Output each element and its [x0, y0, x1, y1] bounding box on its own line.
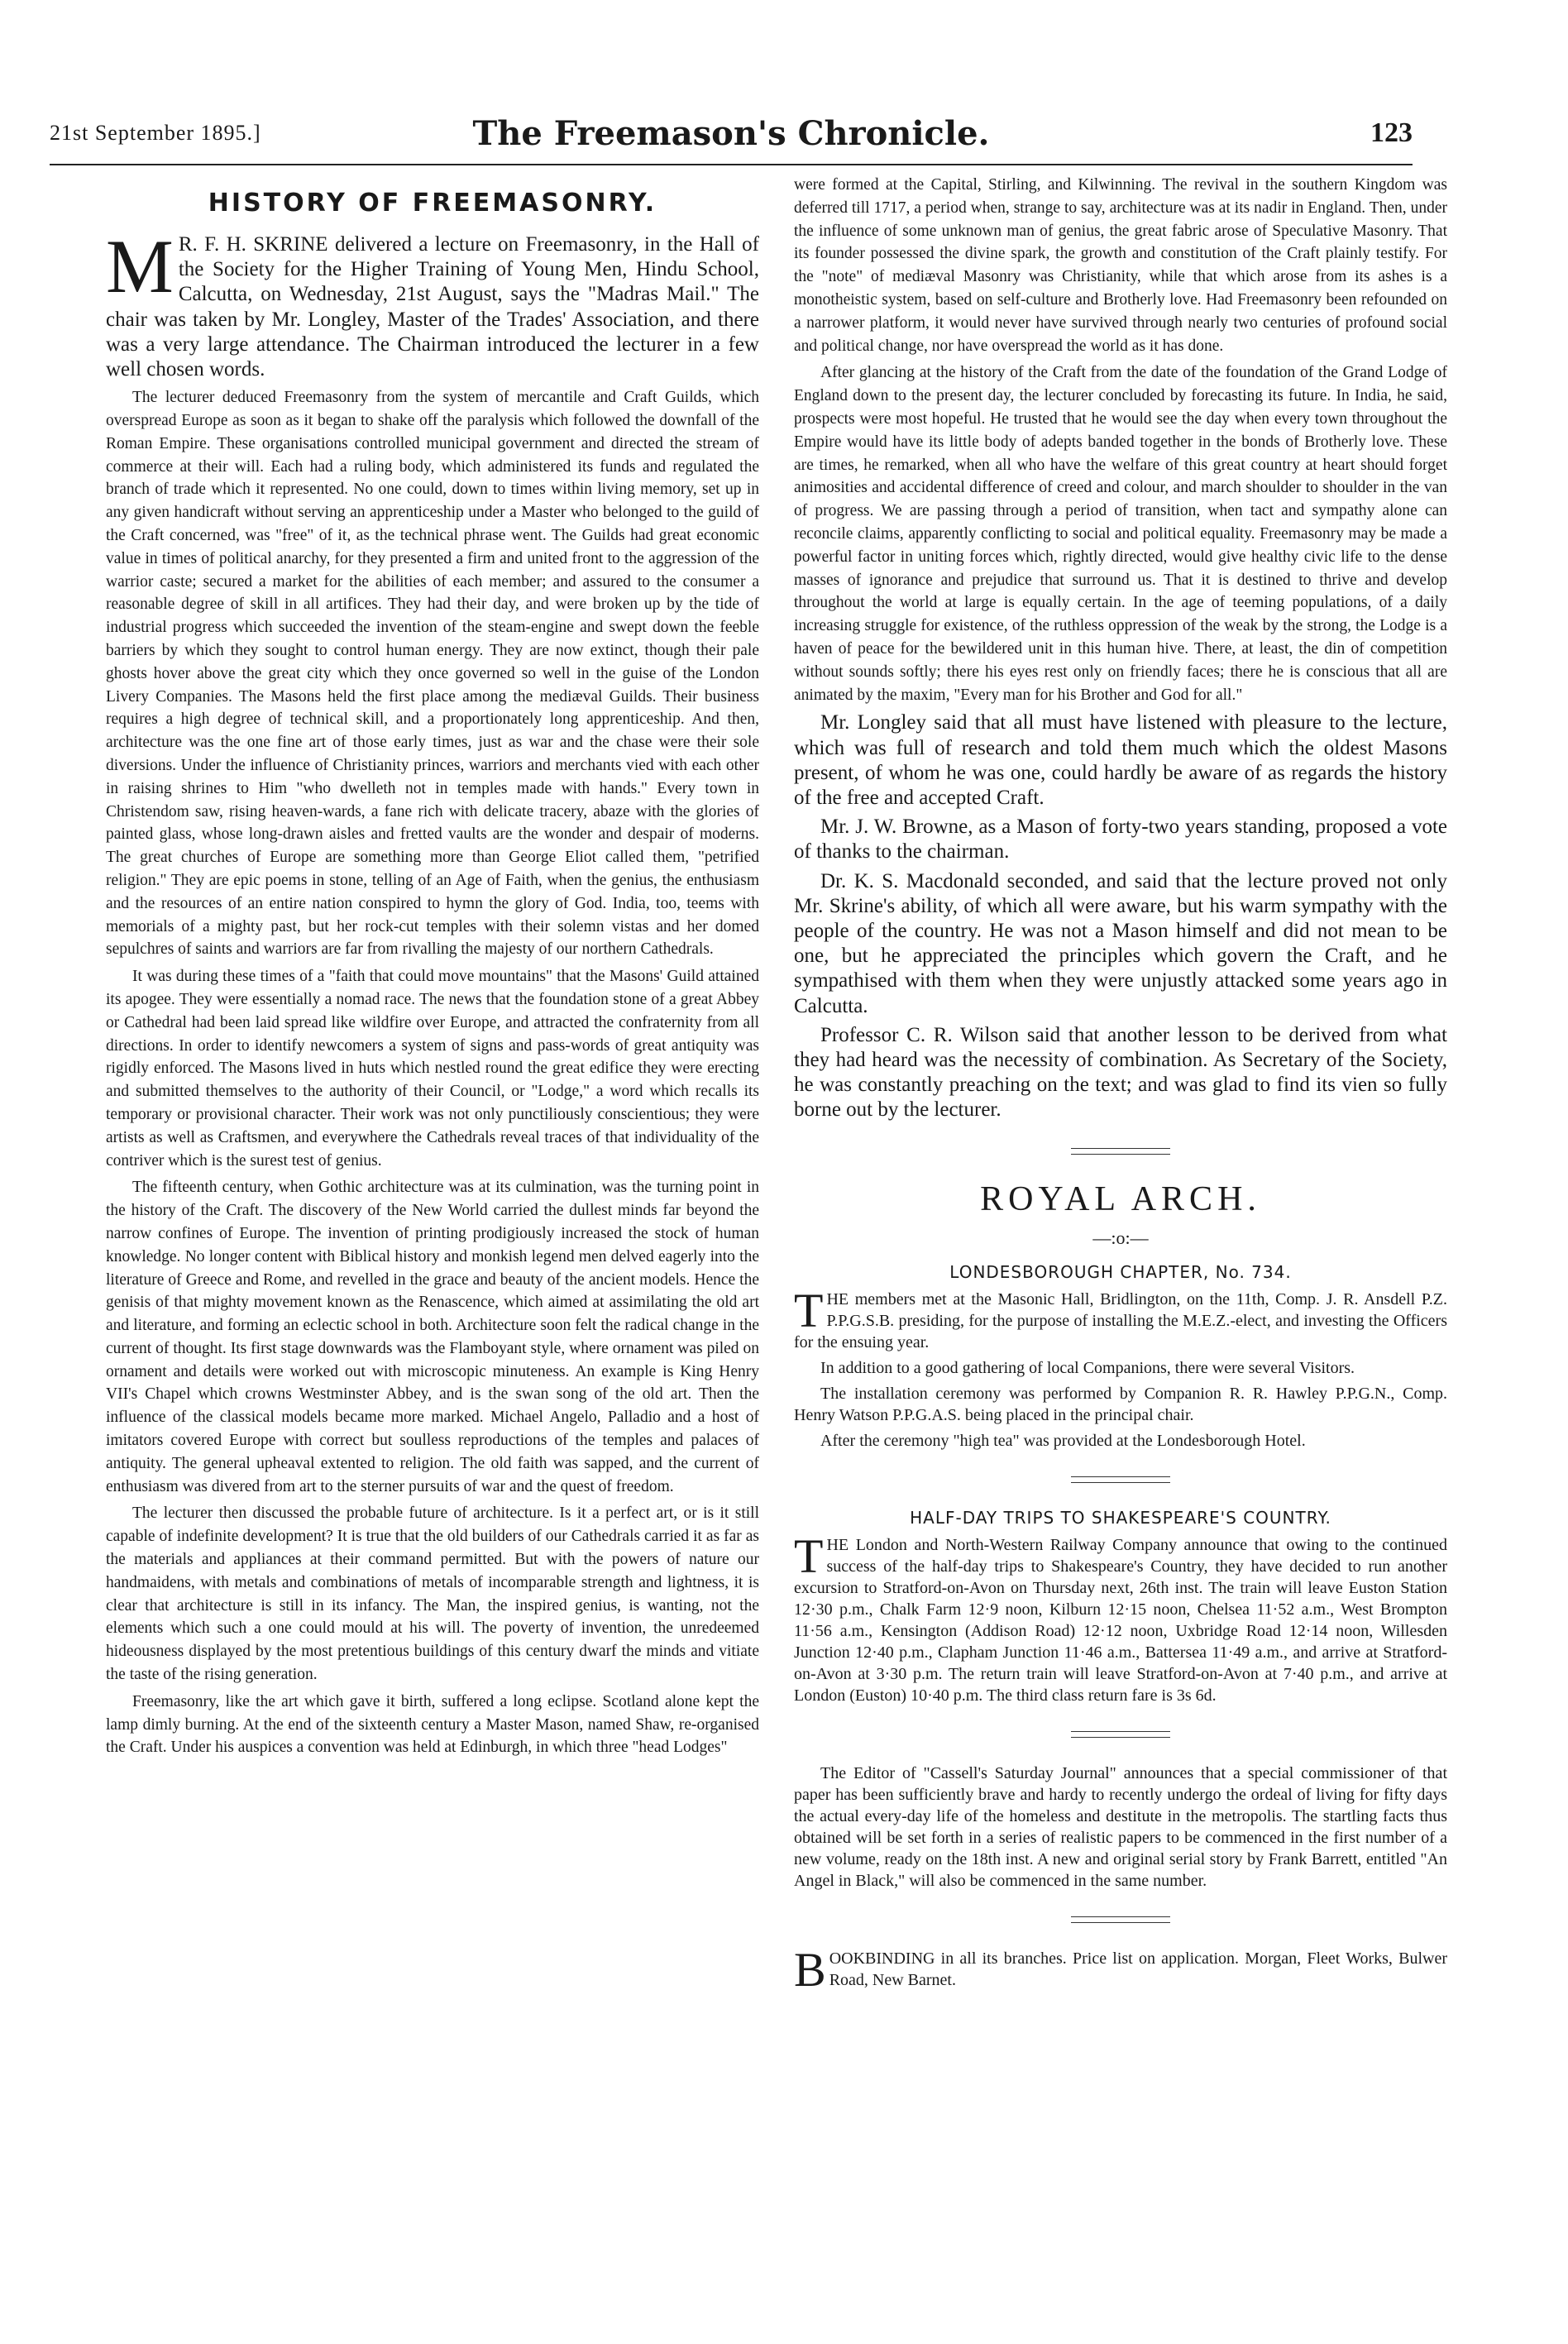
history-lead-paragraph: [106, 224, 759, 382]
chapter-paragraph-2: In addition to a good gathering of local Companions, there were several Visitors.: [820, 1358, 1355, 1377]
section-divider: [1071, 1731, 1170, 1738]
left-column: [106, 174, 759, 1763]
history-paragraph-4: The lecturer then discussed the probable future of architecture. Is it a perfect art, or is it still capable of indefinite development? It is true that the old builders of our Cathedrals carried it as far as the materials and appliances at their command permitted. But with the powers of nature our handmaidens, with metals and combinations of metals of incomparable strength and lightness, it is clear that architecture is still in its infancy. The Man, the inspired genius, is wanting, not the elements which such a one could mould at his will. The poverty of invention, the unredeemed hideousness displayed by the most pretentious buildings of this century dwarf the minds and vitiate the taste of the rising generation.: [106, 1504, 759, 1684]
drop-cap: T: [794, 1283, 824, 1337]
bookbinding-advert: [794, 1942, 1447, 1997]
drop-cap: M: [106, 224, 174, 309]
longley-remarks: Mr. Longley said that all must have listened with pleasure to the lecture, which was full of research and told them much which the oldest Masons present, of whom he was one, could hardly be aware of as regards the history of the free and accepted Craft.: [794, 711, 1447, 809]
chapter-paragraph-3: The installation ceremony was performed by Companion R. R. Hawley P.P.G.N., Comp. Henry Watson P.P.G.A.S. being placed in the principal chair.: [794, 1384, 1447, 1424]
history-paragraph-5: Freemasonry, like the art which gave it birth, suffered a long eclipse. Scotland alone kept the lamp dimly burning. At the end of the sixteenth century a Master Mason, named Shaw, re-organised the Craft. Under his auspices a convention was held at Edinburgh, in which three "head Lodges": [106, 1692, 759, 1757]
history-continued-1: were formed at the Capital, Stirling, and Kilwinning. The revival in the southern Kingdom was deferred till 1717, a period when, strange to say, architecture was at its nadir in England. Then, under the influence of some unknown man of genius, the great fabric arose of Speculative Masonry. That its founder possessed the divine spark, the growth and constitution of the Craft plainly testify. For the "note" of mediæval Masonry was Christianity, while that which arose from its ashes is a monotheistic system, based on self-culture and Brotherly love. Had Freemasonry been refounded on a narrower platform, it would never have survived through nearly two centuries of profound social and political change, nor have overspread the world as it has done.: [794, 176, 1447, 355]
history-lead-text: R. F. H. SKRINE delivered a lecture on Freemasonry, in the Hall of the Society for the Higher Training of Young Men, Hindu School, Calcutta, on Wednesday, 21st August, says the "Madras Mail." The chair was taken by Mr. Longley, Master of the Trades' Association, and there was a very large attendance. The Chairman introduced the lecturer in a few well chosen words.: [106, 233, 759, 381]
chapter-paragraph-4: After the ceremony "high tea" was provided at the Londesborough Hotel.: [820, 1431, 1306, 1450]
wilson-remarks: Professor C. R. Wilson said that another lesson to be derived from what they had heard was the necessity of combination. As Secretary of the Society, he was constantly preaching on the text; and was glad to find its vien so fully borne out by the lecturer.: [794, 1023, 1447, 1122]
section-divider: [1071, 1148, 1170, 1155]
chapter-paragraph-1: [794, 1283, 1447, 1353]
drop-cap: B: [794, 1942, 826, 1997]
history-paragraph-3: The fifteenth century, when Gothic architecture was at its culmination, was the turning point in the history of the Craft. The discovery of the New World carried the dullest minds far beyond the narrow confines of Europe. The invention of printing prodigiously increased the stock of human knowledge. No longer content with Biblical history and monkish legend men delved eagerly into the literature of Greece and Rome, and revelled in the grace and beauty of the ancient models. Hence the genisis of that mighty movement known as the Renascence, which aimed at assimilating the old art and literature, and forming an eclectic school in both. Architecture soon felt the radical change in the current of thought. Its first stage downwards was the Flamboyant style, where ornament was piled on ornament and details were worked out with microscopic minuteness. An example is King Henry VII's Chapel which crowns Westminster Abbey, and is the swan song of the old art. Then the influence of the classical models became more marked. Michael Angelo, Palladio and a host of imitators covered Europe with correct but soulless reproductions of the temples and palaces of antiquity. The general upheaval extented to religion. The old faith was sapped, and the current of enthusiasm was divered from art to the sterner pursuits of war and the quest of freedom.: [106, 1179, 759, 1495]
royal-arch-heading: ROYAL ARCH.: [980, 1179, 1261, 1218]
macdonald-remarks: Dr. K. S. Macdonald seconded, and said that the lecture proved not only Mr. Skrine's ability, of which all were aware, but his warm sympathy with the people of the country. He was not a Mason himself and did not mean to be one, but he appreciated the principles which govern the Craft, and he sympathised with them when they were unjustly attacked some years ago in Calcutta.: [794, 869, 1447, 1017]
chapter-heading: LONDESBOROUGH CHAPTER, No. 734.: [949, 1261, 1292, 1282]
bookbinding-text: OOKBINDING in all its branches. Price list on application. Morgan, Fleet Works, Bulwer Road, New Barnet.: [829, 1949, 1447, 1989]
drop-cap: T: [794, 1528, 824, 1583]
trips-text: HE London and North-Western Railway Company announce that owing to the continued success of the half-day trips to Shakespeare's Country, they have decided to run another excursion to Stratford-on-Avon on Thursday next, 26th inst. The train will leave Euston Station 12·30 p.m., Chalk Farm 12·9 noon, Kilburn 12·15 noon, Chelsea 11·52 a.m., West Brompton 11·56 a.m., Kensington (Addison Road) 12·12 noon, Uxbridge Road 12·14 noon, Willesden Junction 12·40 p.m., Clapham Junction 11·46 a.m., Battersea 11·49 a.m., and arrive at Stratford-on-Avon at 3·30 p.m. The return train will leave Stratford-on-Avon at 7·40 p.m., and arrive at London (Euston) 10·40 p.m. The third class return fare is 3s 6d.: [794, 1535, 1447, 1705]
page-number: 123: [1370, 117, 1413, 148]
section-divider: [1071, 1476, 1170, 1483]
history-continued-2: After glancing at the history of the Craft from the date of the foundation of the Grand Lodge of England down to the present day, the lecturer concluded by forecasting its future. In India, he said, prospects were most hopeful. He trusted that he would see the day when every town throughout the Empire would have its little body of adepts banded together in the bonds of Brotherly love. These are times, he remarked, when all who have the welfare of this great country at heart should forget animosities and accidental difference of creed and colour, and march shoulder to shoulder in the van of progress. We are passing through a period of transition, when tact and sympathy alone can reconcile claims, apparently conflicting to social and political equality. Freemasonry may be made a powerful factor in uniting forces which, rightly directed, would give healthy civic life to the dense masses of ignorance and prejudice that surround us. That it is destined to thrive and develop throughout the world at large is equally certain. In the age of teeming populations, of a daily increasing struggle for existence, of the ruthless oppression of the weak by the strong, the Lodge is a haven of peace for the bewildered unit in this human hive. There, at least, the din of competition without sounds softly; there his eyes rest only on friendly faces; there he is conscious that all are animated by the maxim, "Every man for his Brother and God for all.": [794, 364, 1447, 704]
trips-heading: HALF-DAY TRIPS TO SHAKESPEARE'S COUNTRY.: [910, 1507, 1331, 1528]
history-paragraph-1: The lecturer deduced Freemasonry from the system of mercantile and Craft Guilds, which overspread Europe as soon as it began to shake off the paralysis which followed the downfall of the Roman Empire. These organisations controlled municipal government and directed the stream of commerce at their will. Each had a ruling body, which administered its funds and regulated the branch of trade which it represented. No one could, down to times within living memory, set up in any given handicraft without serving an apprenticeship under a Master who belonged to the guild of the Craft concerned, was "free" of it, as the technical phrase went. The Guilds had great economic value in times of political anarchy, for they presented a firm and united front to the aggression of the warrior caste; secured a market for the abilities of each member; and assured to the consumer a reasonable degree of skill in all artifices. They had their day, and were broken up by the tide of industrial progress which succeeded the invention of the steam-engine and swept down the feeble barriers by which they sought to control human energy. They are now extinct, though their pale ghosts hover above the great city which they once governed so well in the guise of the London Livery Companies. The Masons held the first place among the mediæval Guilds. Their business requires a high degree of technical skill, and a proportionately long apprenticeship. And then, architecture was the one fine art of those early times, just as war and the chase were their sole diversions. Under the influence of Christianity princes, warriors and merchants vied with each other in raising shrines to Him "who dwelleth not in temples made with hands." Every town in Christendom saw, rising heaven-wards, a fane rich with delicate tracery, abaze with the glories of painted glass, whose long-drawn aisles and fretted vaults are the wonder and despair of moderns. The great churches of Europe are something more than George Eliot called them, "petrified religion." They are epic poems in stone, telling of an Age of Faith, when the genius, the enthusiasm and the resources of an entire nation conspired to hymn the glory of God. India, too, teems with memorials of a mighty past, but her rock-cut temples with their solemn vistas and her domed sepulchres of saints and warriors are far from rivalling the majesty of our northern Cathedrals.: [106, 389, 759, 959]
browne-remarks: Mr. J. W. Browne, as a Mason of forty-two years standing, proposed a vote of thanks to the chairman.: [794, 816, 1447, 863]
history-paragraph-2: It was during these times of a "faith that could move mountains" that the Masons' Guild attained its apogee. They were essentially a nomad race. The news that the foundation stone of a great Abbey or Cathedral had been laid spread like wildfire over Europe, and attracted the confraternity from all directions. In order to identify newcomers a system of signs and pass-words of great antiquity was rigidly enforced. The Masons lived in huts which nestled round the great edifice they were erecting and submitted themselves to the authority of their Council, or "Lodge," a word which recalls its temporary or provisional character. Their work was not only punctiliously conscientious; they were artists as well as Craftsmen, and everywhere the Cathedrals reveal traces of that individuality of the contriver which is the surest test of genius.: [106, 968, 759, 1170]
chapter-text-1: HE members met at the Masonic Hall, Bridlington, on the 11th, Comp. J. R. Ansdell P.Z. P.P.G.S.B. presiding, for the purpose of installing the M.E.Z.-elect, and investing the Officers for the ensuing year.: [794, 1289, 1447, 1351]
ornament-mark: —:o:—: [1092, 1227, 1149, 1248]
section-divider: [1071, 1916, 1170, 1923]
issue-date: 21st September 1895.]: [50, 121, 261, 145]
page-header: [50, 114, 1413, 165]
cassell-notice: The Editor of "Cassell's Saturday Journal" announces that a special commissioner of that paper has been sufficiently brave and hardy to recently undergo the ordeal of living for fifty days the actual every-day life of the homeless and destitute in the metropolis. The startling facts thus obtained will be set forth in a series of realistic papers to be commenced in the first number of a new volume, ready on the 18th inst. A new and original serial story by Frank Barrett, entitled "An Angel in Black," will also be commenced in the same number.: [794, 1763, 1447, 1890]
masthead-title: The Freemason's Chronicle.: [472, 114, 990, 153]
right-column: [794, 174, 1447, 1995]
trips-paragraph: [794, 1528, 1447, 1706]
history-heading: HISTORY OF FREEMASONRY.: [208, 189, 657, 218]
